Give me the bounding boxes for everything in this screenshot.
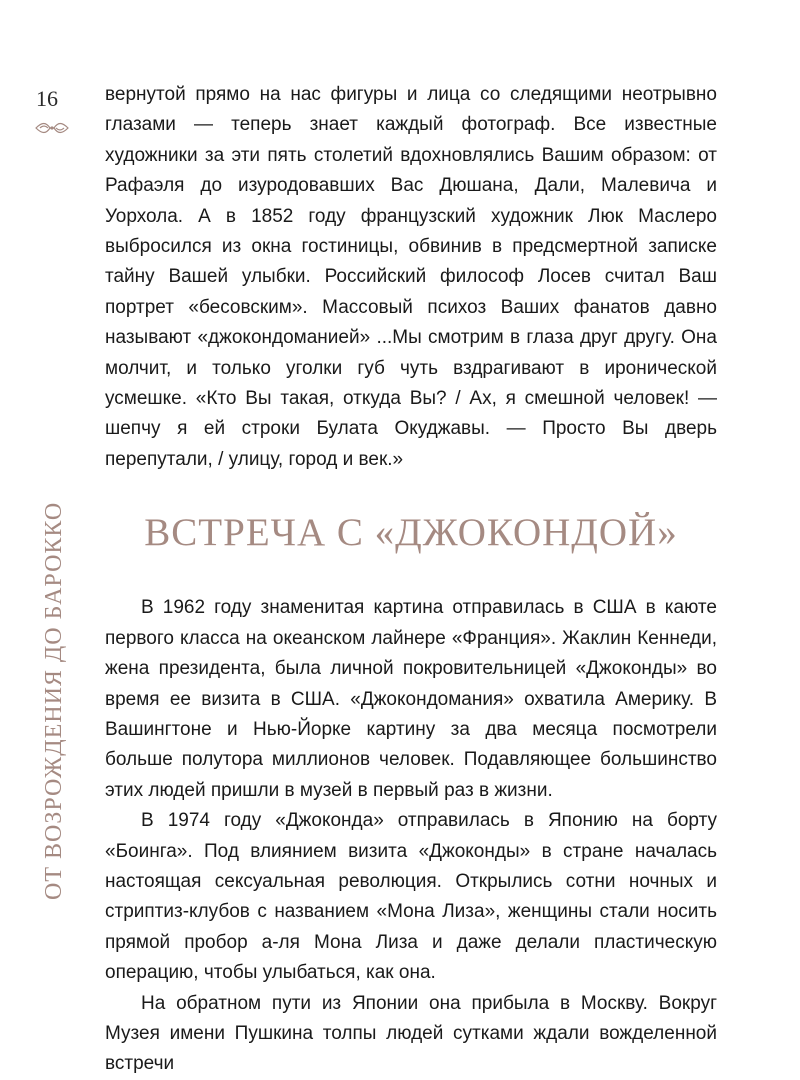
body-paragraph: В 1974 году «Джоконда» отправилась в Японию на борту «Боинга». Под влиянием визита «Джоконды» в стране началась настоящая сексуальная революция. Открылись сотни ночных и стриптиз-клубов с названием «Мона Лиза», женщины стали носить прямой пробор а-ля Мона Лиза и даже делали пластическую операцию, чтобы улыбаться, как она. — [105, 810, 717, 984]
text-column — [105, 80, 717, 1080]
body-paragraph: В 1962 году знаменитая картина отправилась в США в каюте первого класса на океанском лайнере «Франция». Жаклин Кеннеди, жена президента, была личной покровительницей «Джоконды» во время ее визита в США. «Джокондомания» охватила Америку. В Вашингтоне и Нью-Йорке картину за два месяца посмотрели больше полутора миллионов человек. Подавляющее большинство этих людей пришли в музей в первый раз в жизни. — [105, 597, 717, 801]
page-number: 16 — [36, 86, 58, 111]
body-paragraph: На обратном пути из Японии она прибыла в Москву. Вокруг Музея имени Пушкина толпы людей сутками ждали вожделенной встречи — [105, 992, 717, 1075]
flourish-ornament-icon — [34, 118, 70, 138]
intro-paragraph: вернутой прямо на нас фигуры и лица со следящими неотрывно глазами — теперь знает каждый фотограф. Все известные художники за эти пять столетий вдохновлялись Вашим образом: от Рафаэля до изуродовавших Вас Дюшана, Дали, Малевича и Уорхола. А в 1852 году французский художник Люк Маслеро выбросился из окна гостиницы, обвинив в предсмертной записке тайну Вашей улыбки. Российский философ Лосев считал Ваш портрет «бесовским». Массовый психоз Ваших фанатов давно называют «джокондоманией» ...Мы смотрим в глаза друг другу. Она молчит, и только уголки губ чуть вздрагивают в иронической усмешке. «Кто Вы такая, откуда Вы? / Ах, я смешной человек! — шепчу я ей строки Булата Окуджавы. — Просто Вы дверь перепутали, / улицу, город и век.» — [105, 84, 717, 470]
section-heading: ВСТРЕЧА С «ДЖОКОНДОЙ» — [144, 511, 678, 555]
running-title: ОТ ВОЗРОЖДЕНИЯ ДО БАРОККО — [41, 501, 67, 900]
